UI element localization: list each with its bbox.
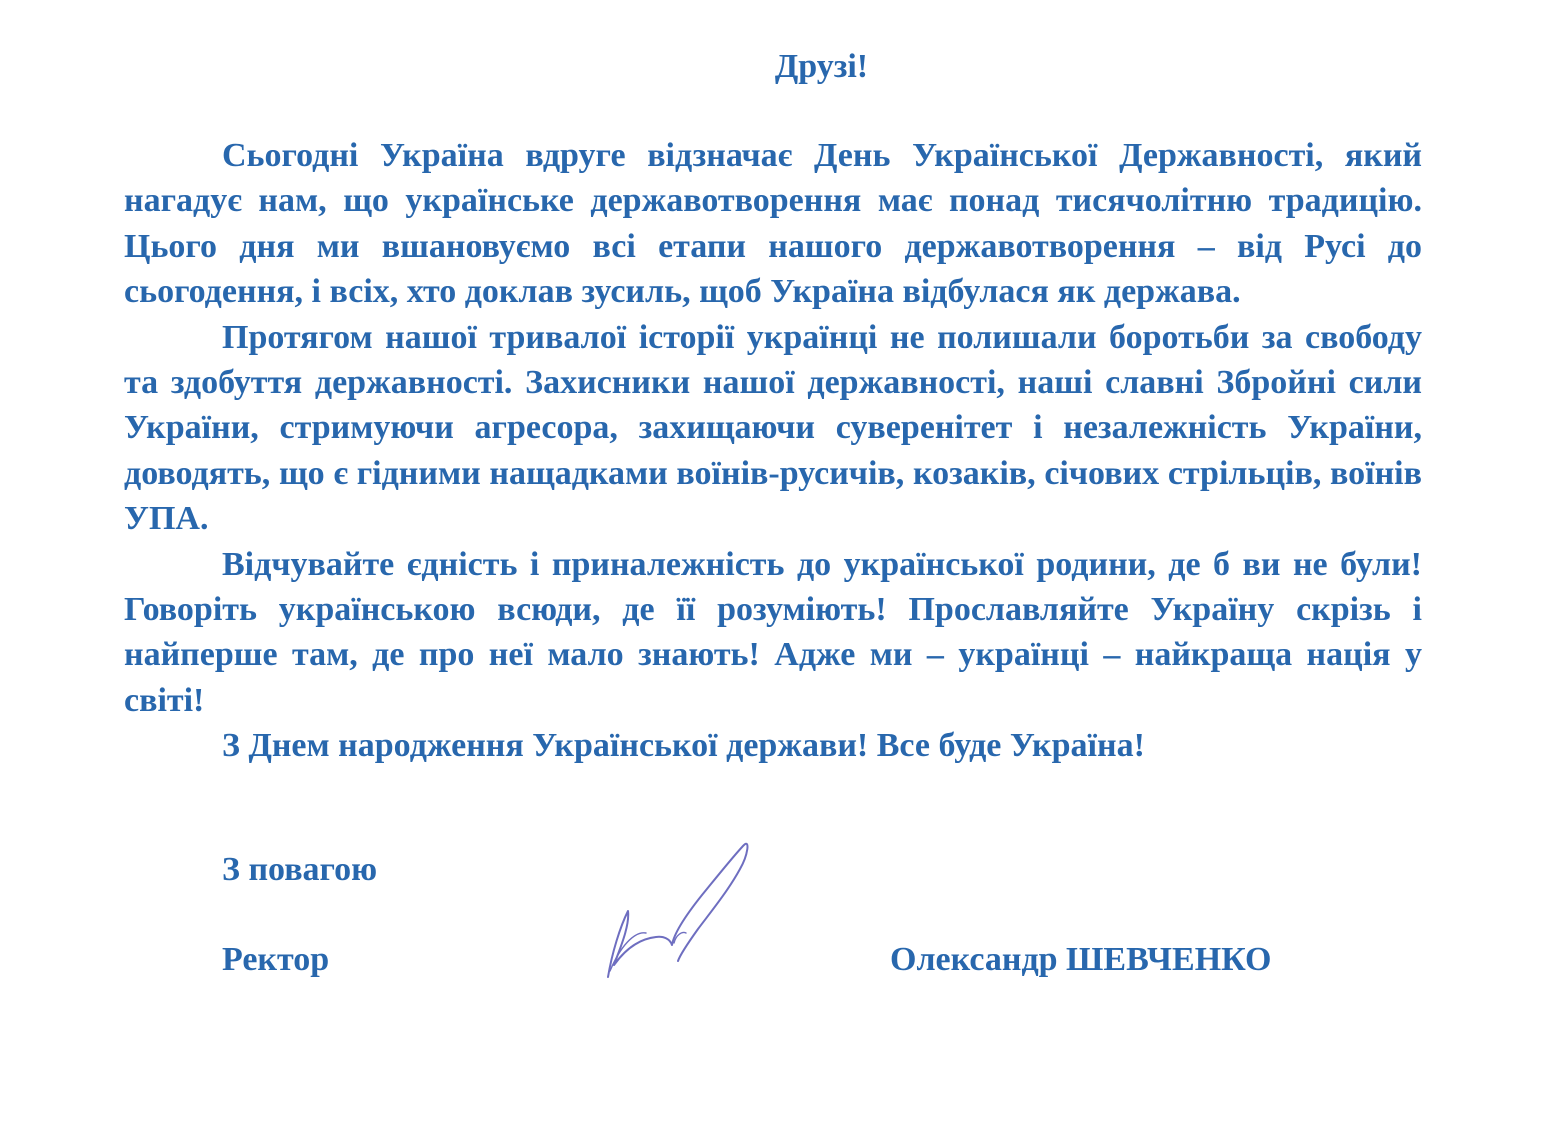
letter-body: [124, 133, 1422, 769]
signer-name: Олександр ШЕВЧЕНКО: [890, 941, 1272, 978]
paragraph-unity-appeal: Відчувайте єдність і приналежність до української родини, де б ви не були! Говоріть українською всюди, де її розуміють! Прославляйте Україну скрізь і найперше там, де про неї мало знають! Адже ми – українці – найкраща нація у світі!: [124, 545, 1422, 719]
paragraph-history-defenders: Протягом нашої тривалої історії українці не полишали боротьби за свободу та здобуття державності. Захисники нашої державності, наші славні Збройні сили України, стримуючи агресора, захищаючи суверенітет і незалежність України, доводять, що є гідними нащадками воїнів-русичів, козаків, січових стрільців, воїнів УПА.: [124, 318, 1422, 538]
closing-phrase: З повагою: [222, 851, 378, 888]
handwritten-signature: [590, 835, 765, 990]
greeting: Друзі!: [774, 48, 869, 85]
paragraph-birthday-wish: З Днем народження Української держави! Все буде Україна!: [222, 727, 1145, 765]
signer-title: Ректор: [222, 941, 330, 978]
paragraph-statehood-day: Сьогодні Україна вдруге відзначає День Української Державності, який нагадує нам, що українське державотворення має понад тисячолітню традицію. Цього дня ми вшановуємо всі етапи нашого державотворення – від Русі до сьогодення, і всіх, хто доклав зусиль, щоб Україна відбулася як держава.: [124, 137, 1422, 311]
